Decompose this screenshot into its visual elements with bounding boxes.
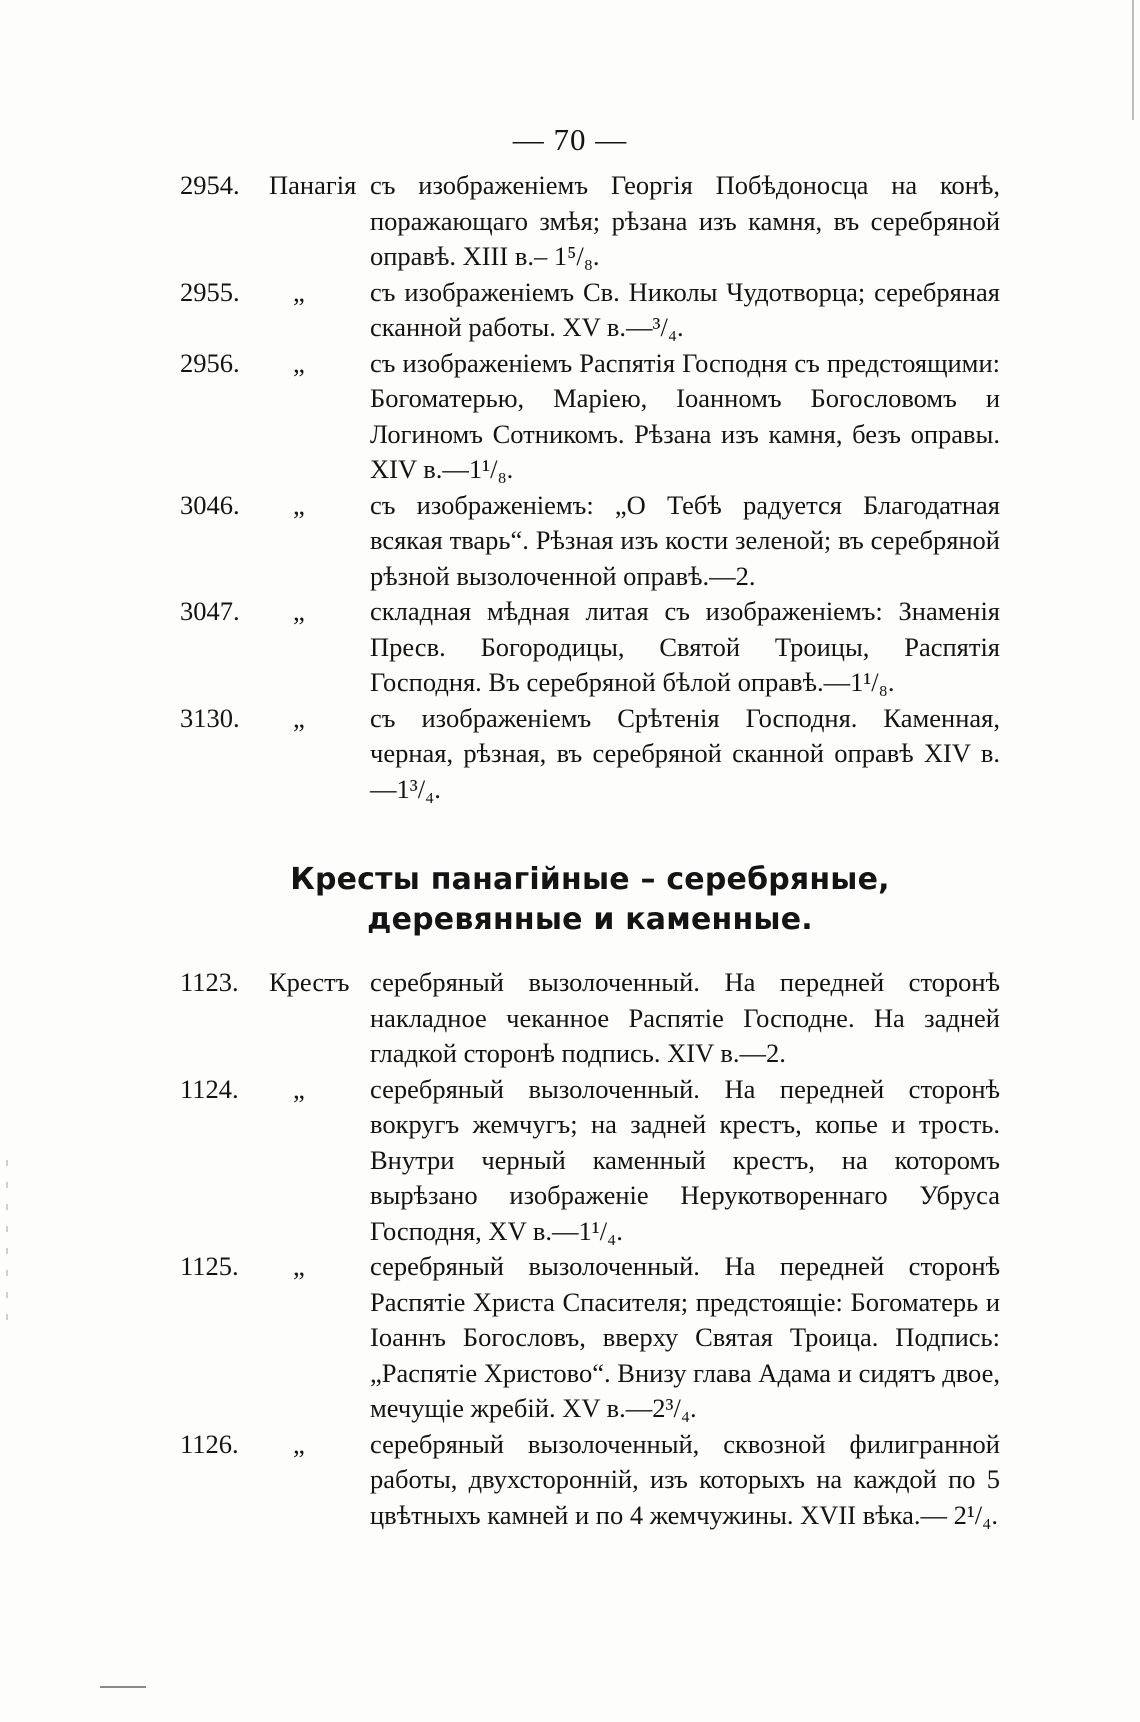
entry-kind: Крестъ (269, 967, 350, 997)
entry-kind-ditto: „ (293, 489, 305, 520)
entry-description: съ изображеніемъ Срѣтенія Господня. Каменная, черная, рѣзная, въ серебряной сканной оправѣ XIV в.—1³/₄. (370, 702, 1000, 804)
page-number: — 70 — (512, 122, 628, 157)
entry-description: серебряный вызолоченный, сквозной филигранной работы, двухсторонній, изъ которыхъ на каждой по 5 цвѣтныхъ камней и по 4 жемчужины. XVII вѣка.— 2¹/₄. (370, 1428, 1000, 1530)
entry-description: съ изображеніемъ: „О Тебѣ радуется Благодатная всякая тварь“. Рѣзная изъ кости зеленой; въ серебряной рѣзной вызолоченной оправѣ.—2. (370, 489, 1000, 591)
entry-number: 2956. (180, 347, 240, 378)
catalog-entry (180, 488, 1000, 595)
catalog-entry (180, 1427, 1000, 1534)
entry-number: 3047. (180, 596, 240, 626)
entry-description: серебряный вызолоченный. На передней сторонѣ Распятіе Христа Спасителя; предстоящіе: Богоматерь и Іоаннъ Богословъ, вверху Святая Троица. Подпись: „Распятіе Христово“. Внизу глава Адама и сидятъ двое, мечущіе жребій. XV в.—2³/₄. (370, 1251, 1000, 1423)
scan-margin-line (1132, 0, 1134, 120)
entry-number: 3046. (180, 489, 240, 520)
entry-description: съ изображеніемъ Св. Николы Чудотворца; серебряная сканной работы. XV в.—³/₄. (370, 276, 1000, 342)
entry-number: 1125. (180, 1251, 239, 1281)
entry-kind-ditto: „ (293, 1251, 305, 1281)
catalog-entry (180, 346, 1000, 488)
entry-kind-ditto: „ (293, 1428, 305, 1459)
entry-number: 1126. (180, 1428, 239, 1459)
catalog-entry (180, 1249, 1000, 1427)
entry-kind-ditto: „ (293, 1073, 305, 1104)
panagia-entries (180, 168, 1000, 807)
entry-number: 2954. (180, 170, 240, 200)
entry-kind-ditto: „ (293, 347, 305, 378)
entry-number: 1124. (180, 1073, 239, 1104)
section-heading: Кресты панагійные – серебряные, деревянные и каменные. (290, 862, 890, 937)
entry-description: серебряный вызолоченный. На передней сторонѣ вокругъ жемчугъ; на задней крестъ, копье и трость. Внутри черный каменный крестъ, на которомъ вырѣзано изображеніе Нерукотвореннаго Убруса Господня, XV в.—1¹/₄. (370, 1073, 1000, 1246)
cross-entries (180, 965, 1000, 1533)
entry-kind: Панагія (269, 170, 357, 200)
entry-description: серебряный вызолоченный. На передней сторонѣ накладное чеканное Распятіе Господне. На задней гладкой сторонѣ подпись. XIV в.—2. (370, 967, 1000, 1068)
entry-kind-ditto: „ (293, 702, 305, 733)
catalog-entry (180, 965, 1000, 1072)
entry-description: съ изображеніемъ Георгія Побѣдоносца на конѣ, поражающаго змѣя; рѣзана изъ камня, въ серебряной оправѣ. XIII в.– 1⁵/₈. (370, 170, 1000, 271)
catalog-entry (180, 594, 1000, 701)
catalog-entry (180, 275, 1000, 346)
entry-number: 3130. (180, 702, 240, 733)
scan-corner-mark (100, 1686, 146, 1688)
entry-description: съ изображеніемъ Распятія Господня съ предстоящими: Богоматерью, Маріею, Іоанномъ Богословомъ и Логиномъ Сотникомъ. Рѣзана изъ камня, безъ оправы. XIV в.—1¹/₈. (370, 347, 1000, 484)
catalog-entry (180, 168, 1000, 275)
catalog-entry (180, 1072, 1000, 1250)
entry-kind-ditto: „ (293, 596, 305, 626)
entry-number: 1123. (180, 967, 239, 997)
entry-description: складная мѣдная литая съ изображеніемъ: Знаменія Пресв. Богородицы, Святой Троицы, Распятія Господня. Въ серебряной бѣлой оправѣ.—1¹/₈. (370, 596, 1000, 697)
catalog-entry (180, 701, 1000, 808)
entry-number: 2955. (180, 276, 240, 307)
entry-kind-ditto: „ (293, 276, 305, 307)
scan-margin-dots (6, 1160, 8, 1320)
